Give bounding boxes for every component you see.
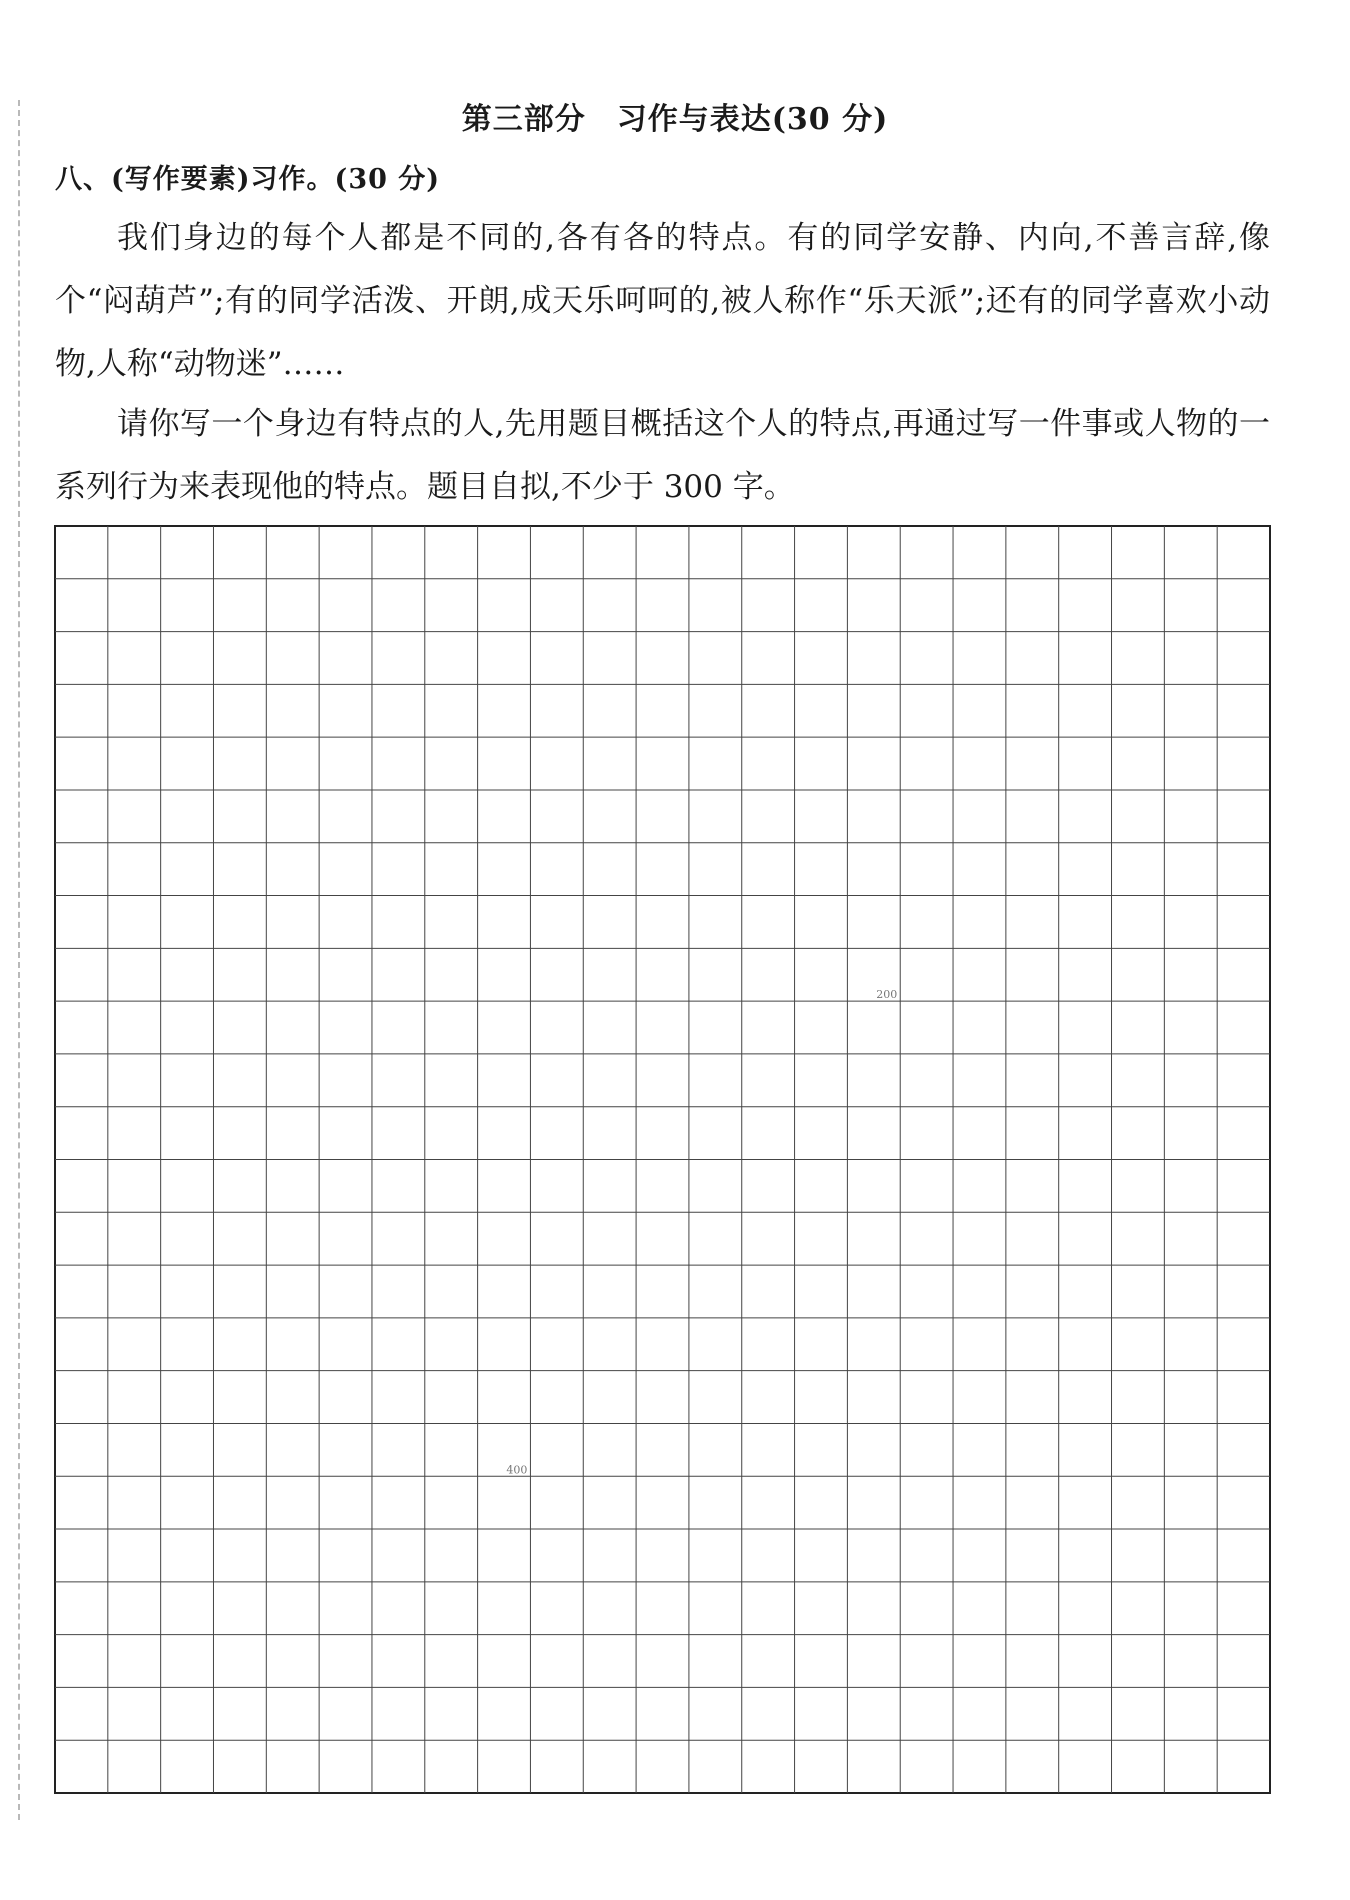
- section-title: 第三部分 习作与表达(30 分): [461, 102, 889, 137]
- grid-marker-200: 200: [876, 988, 898, 1002]
- grid-marker-400: 400: [506, 1463, 528, 1477]
- grid-lines: [55, 526, 1270, 1793]
- question-title: 八、(写作要素)习作。(30 分): [55, 164, 441, 195]
- prompt-paragraph-1: 我们身边的每个人都是不同的,各有各的特点。有的同学安静、内向,不善言辞,像个“闷葫芦”;有的同学活泼、开朗,成天乐呵呵的,被人称作“乐天派”;还有的同学喜欢小动物,人称“动物迷”……: [55, 220, 1270, 382]
- prompt-paragraph-2: 请你写一个身边有特点的人,先用题目概括这个人的特点,再通过写一件事或人物的一系列行为来表现他的特点。题目自拟,不少于 300 字。: [55, 406, 1270, 505]
